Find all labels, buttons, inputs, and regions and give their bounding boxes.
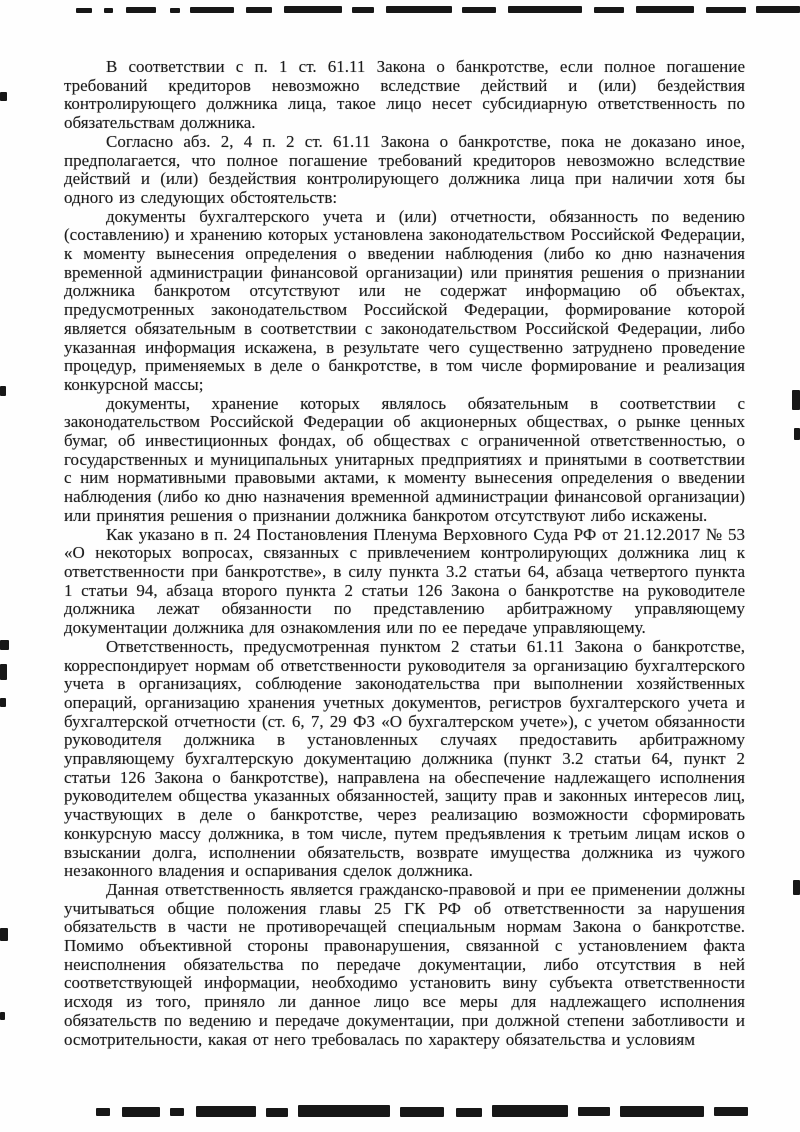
doc-paragraph-1: В соответствии с п. 1 ст. 61.11 Закона о банкротстве, если полное погашение требований кредиторов невозможно вследствие действий и (или) бездействия контролирующего должника лица, такое лицо несет субсидиарную ответственность по обязательствам должника. [64,57,745,133]
doc-paragraph-2: Согласно абз. 2, 4 п. 2 ст. 61.11 Закона о банкротстве, пока не доказано иное, предполагается, что полное погашение требований кредиторов невозможно вследствие действий и (или) бездействия контролирующего должника лица при наличии хотя бы одного из следующих обстоятельств: [64,131,745,207]
scan-artifact-tick [0,928,8,941]
scan-artifact-tick [0,664,7,680]
doc-paragraph-5: Как указано в п. 24 Постановления Пленума Верховного Суда РФ от 21.12.2017 № 53 «О некоторых вопросах, связанных с привлечением контролирующих должника лиц к ответственности при банкротстве», в силу пункта 3.2 статьи 64, абзаца четвертого пункта 1 статьи 94, абзаца второго пункта 2 статьи 126 Закона о банкротстве на руководителе должника лежат обязанности по представлению арбитражному управляющему документации должника для ознакомления или по ее передаче управляющему. [64,524,745,638]
scan-artifact-dash [246,7,272,13]
scan-artifact-dash [714,1107,748,1116]
scan-artifact-tick [793,880,800,895]
scan-artifact-tick [0,640,9,650]
scan-artifact-dash [636,6,694,13]
scan-artifact-dash [170,1108,184,1116]
scan-artifact-dash [284,6,342,13]
scan-artifact-dash [190,7,234,13]
scan-artifact-dash [578,1107,610,1116]
scan-artifact-tick [794,428,800,440]
scan-artifact-tick [0,698,6,707]
scan-artifact-dash [76,8,92,13]
scan-artifact-dash [508,6,582,13]
scan-artifact-dash [492,1105,568,1117]
scan-artifact-dash [298,1105,390,1117]
scan-artifact-tick [0,1012,5,1020]
doc-paragraph-4: документы, хранение которых являлось обязательным в соответствии с законодательством Российской Федерации об акционерных обществах, о рынке ценных бумаг, об инвестиционных фондах, об обществах с ограниченной ответственностью, о государственных и муниципальных унитарных предприятиях и принятыми в соответствии с ним нормативными правовыми актами, к моменту вынесения определения о введении наблюдения (либо ко дню назначения временной администрации финансовой организации) или принятия решения о признании должника банкротом отсутствуют либо искажены. [64,393,745,525]
scan-artifact-dash [756,6,800,13]
scan-artifact-dash [706,7,746,13]
scan-artifact-dash [386,6,452,13]
doc-paragraph-7: Данная ответственность является гражданско-правовой и при ее применении должны учитываться общие положения главы 25 ГК РФ об ответственности за нарушения обязательств в части не противоречащей специальным нормам Закона о банкротстве. Помимо объективной стороны правонарушения, связанной с установлением факта неисполнения обязательства по передаче документации, либо отсутствия в ней соответствующей информации, необходимо установить вину субъекта ответственности исходя из того, приняло ли данное лицо все меры для надлежащего исполнения обязательств по ведению и передаче документации, при должной степени заботливости и осмотрительности, какая от него требовалась по характеру обязательства и условиям [64,879,745,1049]
scan-artifact-tick [0,92,7,101]
scan-artifact-dash [170,8,180,13]
scan-artifact-dash [620,1106,704,1117]
scan-artifact-dash [462,7,496,13]
scan-artifact-tick [0,386,6,396]
scan-artifact-dash [122,1107,160,1117]
scan-artifact-dash [96,1108,110,1116]
scan-artifact-dash [104,8,113,13]
doc-paragraph-3: документы бухгалтерского учета и (или) отчетности, обязанность по ведению (составлению) и хранению которых установлена законодательством Российской Федерации, к моменту вынесения определения о введении наблюдения (либо ко дню назначения временной администрации финансовой организации) или принятия решения о признании должника банкротом отсутствуют или не содержат информацию об объектах, предусмотренных законодательством Российской Федерации, формирование которой является обязательным в соответствии с законодательством Российской Федерации, либо указанная информация искажена, в результате чего существенно затруднено проведение процедур, применяемых в деле о банкротстве, в том числе формирование и реализация конкурсной массы; [64,206,745,394]
scan-artifact-dash [456,1108,482,1117]
scan-artifact-dash [196,1106,256,1117]
scan-artifact-dash [400,1107,444,1117]
doc-paragraph-6: Ответственность, предусмотренная пунктом 2 статьи 61.11 Закона о банкротстве, корреспондирует нормам об ответственности руководителя за организацию бухгалтерского учета в организациях, соблюдение законодательства при выполнении хозяйственных операций, организацию хранения учетных документов, регистров бухгалтерского учета и бухгалтерской отчетности (ст. 6, 7, 29 ФЗ «О бухгалтерском учете»), с учетом обязанности руководителя должника в установленных случаях предоставить арбитражному управляющему бухгалтерскую документацию должника (пункт 3.2 статьи 64, пункт 2 статьи 126 Закона о банкротстве), направлена на обеспечение надлежащего исполнения руководителем общества указанных обязанностей, защиту прав и законных интересов лиц, участвующих в деле о банкротстве, через реализацию возможности сформировать конкурсную массу должника, в том числе, путем предъявления к третьим лицам исков о взыскании долга, исполнении обязательств, возврате имущества должника из чужого незаконного владения и оспаривания сделок должника. [64,636,745,881]
scan-artifact-dash [126,7,156,13]
scan-artifact-tick [792,390,800,410]
text-block [64,58,745,1049]
scan-artifact-dash [594,7,624,13]
scan-artifact-dash [352,7,374,13]
scan-artifact-dash [266,1108,288,1117]
